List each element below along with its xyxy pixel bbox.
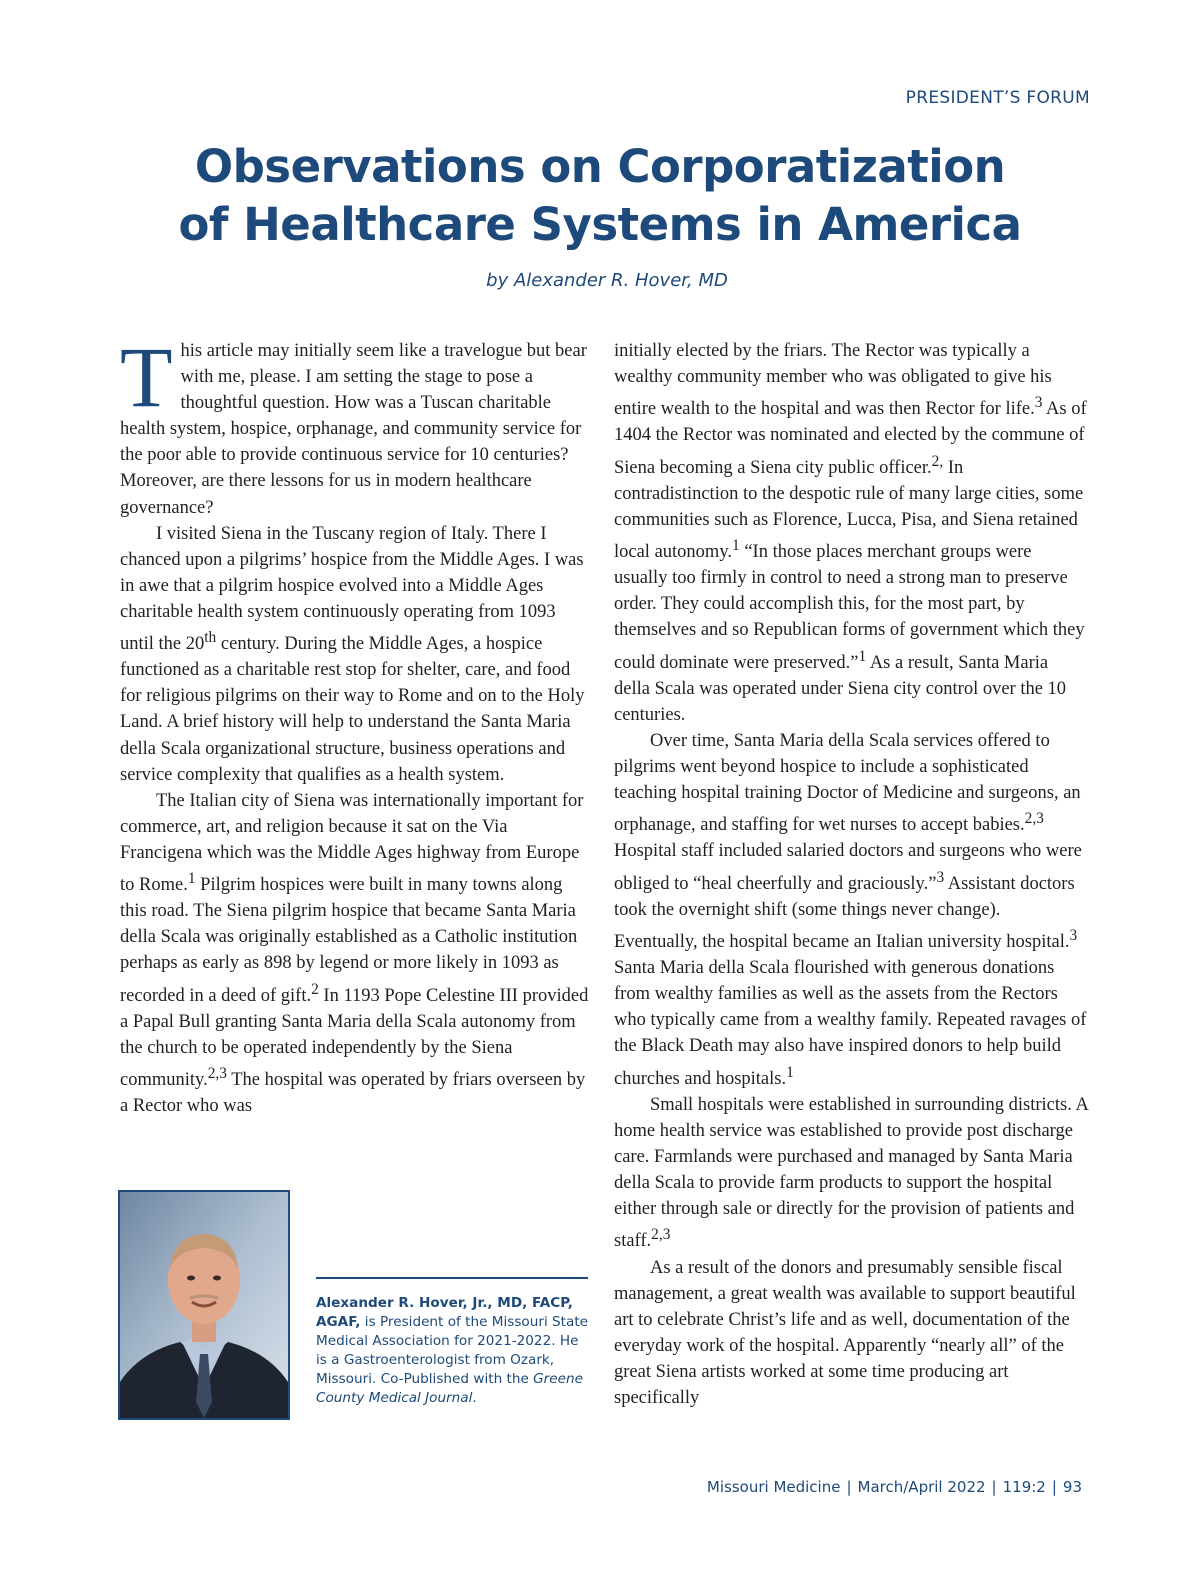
footer-volume: 119:2 bbox=[1002, 1478, 1046, 1496]
paragraph-text: century. During the Middle Ages, a hospice functioned as a charitable rest stop for shelter, care, and food for religious pilgrims on their way to Rome and on to the Holy Land. A brief history will help to understand the Santa Maria della Scala organizational structure, business operations and service complexity that qualifies as a health system. bbox=[120, 634, 585, 785]
footer-separator: | bbox=[991, 1478, 997, 1496]
citation: 1 bbox=[732, 536, 740, 554]
bio-text: is President of the Missouri State Medical Association for 2021-2022. He is a Gastroenterologist from Ozark, Missouri. Co-Published with the bbox=[316, 1314, 589, 1387]
paragraph-text: Pilgrim hospices were built in many towns along this road. The Siena pilgrim hospice that became Santa Maria della Scala was originally established as a Catholic institution perhaps as early as 898 by legend or more likely in 1093 as recorded in a deed of gift. bbox=[120, 875, 578, 1006]
paragraph-text: Over time, Santa Maria della Scala services offered to pilgrims went beyond hospice to include a sophisticated teaching hospital training Doctor of Medicine and surgeons, an orphanage, and staffing for wet nurses to accept babies. bbox=[614, 730, 1081, 836]
author-name: Alexander R. Hover, Jr., MD, FACP, AGAF, bbox=[316, 1295, 573, 1330]
column-right bbox=[614, 338, 1088, 1411]
paragraph-text: The Italian city of Siena was internationally important for commerce, art, and religion because it sat on the Via Francigena which was the Middle Ages highway from Europe to Rome. bbox=[120, 790, 584, 896]
footer-separator: | bbox=[846, 1478, 852, 1496]
byline: by Alexander R. Hover, MD bbox=[486, 270, 728, 291]
paragraph-text: As a result of the donors and presumably sensible fiscal management, a great wealth was available to support beautiful art to celebrate Christ’s life and as well, documentation of the everyday work of the hospital. Apparently “nearly all” of the great Siena artists worked at some time producing art specifically bbox=[614, 1257, 1076, 1408]
paragraph bbox=[614, 1092, 1088, 1255]
paragraph-text: initially elected by the friars. The Rector was typically a wealthy community member who was obligated to give his entire wealth to the hospital and was then Rector for life. bbox=[614, 341, 1052, 420]
citation: 3 bbox=[936, 868, 945, 886]
citation: 2,3 bbox=[207, 1065, 227, 1082]
paragraph bbox=[120, 329, 592, 521]
footer-issue-date: March/April 2022 bbox=[857, 1478, 986, 1496]
paragraph-text: As a result, Santa Maria della Scala was operated under Siena city control over the 10 centuries. bbox=[614, 652, 1067, 725]
paragraph bbox=[120, 788, 592, 1120]
author-photo bbox=[118, 1190, 290, 1420]
paragraph-text: In contradistinction to the despotic rule of many large cities, some communities such as Florence, Lucca, Pisa, and Siena retained local autonomy. bbox=[614, 457, 1084, 563]
paragraph bbox=[614, 338, 1088, 728]
paragraph-text: his article may initially seem like a travelogue but bear with me, please. I am setting the stage to pose a thoughtful question. How was a Tuscan charitable health system, hospice, orphanage, and community service for the poor able to provide continuous service for 10 centuries? Moreover, are there lessons for us in modern healthcare governance? bbox=[120, 341, 587, 518]
section-label: PRESIDENT’S FORUM bbox=[905, 88, 1090, 108]
drop-cap: T bbox=[120, 329, 173, 425]
author-portrait-illustration bbox=[120, 1192, 288, 1418]
column-left bbox=[120, 329, 592, 1119]
citation: 3 bbox=[1069, 926, 1078, 944]
title-line-1: Observations on Corporatization bbox=[194, 140, 1006, 193]
paragraph bbox=[120, 521, 592, 788]
paragraph-text: Hospital staff included salaried doctors and surgeons who were obliged to “heal cheerfully and graciously.” bbox=[614, 841, 1082, 894]
bio-text-end: . bbox=[472, 1390, 477, 1406]
bio-journal-name: Greene County Medical Journal bbox=[316, 1371, 583, 1406]
citation: 2, bbox=[931, 452, 944, 470]
paragraph-text: As of 1404 the Rector was nominated and elected by the commune of Siena becoming a Siena city public officer. bbox=[614, 399, 1087, 478]
paragraph bbox=[614, 728, 1088, 1092]
footer-separator: | bbox=[1051, 1478, 1057, 1496]
page-footer bbox=[707, 1478, 1082, 1496]
paragraph-text: The hospital was operated by friars overseen by a Rector who was bbox=[120, 1070, 586, 1117]
paragraph-text: Santa Maria della Scala flourished with generous donations from wealthy families as well as the assets from the Rectors who typically came from a wealthy family. Repeated ravages of the Black Death may also have inspired donors to help build churches and hospitals. bbox=[614, 958, 1087, 1089]
paragraph-text: In 1193 Pope Celestine III provided a Papal Bull granting Santa Maria della Scala autonomy from the church to be operated independently by the Siena community. bbox=[120, 985, 589, 1091]
title-line-2: of Healthcare Systems in America bbox=[178, 198, 1022, 251]
paragraph bbox=[614, 1255, 1088, 1412]
citation: 2,3 bbox=[1024, 810, 1044, 828]
paragraph-text: Assistant doctors took the overnight shift (some things never change). Eventually, the hospital became an Italian university hospital. bbox=[614, 873, 1075, 953]
superscript: th bbox=[204, 629, 217, 647]
citation: 2,3 bbox=[651, 1226, 671, 1244]
citation: 1 bbox=[858, 647, 867, 665]
footer-page-number: 93 bbox=[1062, 1478, 1082, 1496]
bio-divider bbox=[316, 1277, 588, 1279]
author-bio bbox=[316, 1294, 590, 1408]
footer-journal: Missouri Medicine bbox=[706, 1478, 841, 1496]
citation: 1 bbox=[786, 1063, 794, 1081]
citation: 2 bbox=[311, 980, 319, 998]
citation: 1 bbox=[187, 870, 196, 888]
paragraph-text: “In those places merchant groups were usually too firmly in control to need a strong man to preserve order. They could accomplish this, for the most part, by themselves and so Republican forms of government which they could dominate were preserved.” bbox=[614, 542, 1085, 673]
paragraph-text: I visited Siena in the Tuscany region of Italy. There I chanced upon a pilgrims’ hospice from the Middle Ages. I was in awe that a pilgrim hospice evolved into a Middle Ages charitable health system continuously operating from 1093 until the 20 bbox=[120, 523, 584, 655]
paragraph-text: Small hospitals were established in surrounding districts. A home health service was established to provide post discharge care. Farmlands were purchased and managed by Santa Maria della Scala to provide farm products to support the hospital either through sale or directly for the provision of patients and staff. bbox=[614, 1094, 1088, 1252]
citation: 3 bbox=[1034, 394, 1043, 412]
article-title bbox=[0, 138, 1200, 254]
